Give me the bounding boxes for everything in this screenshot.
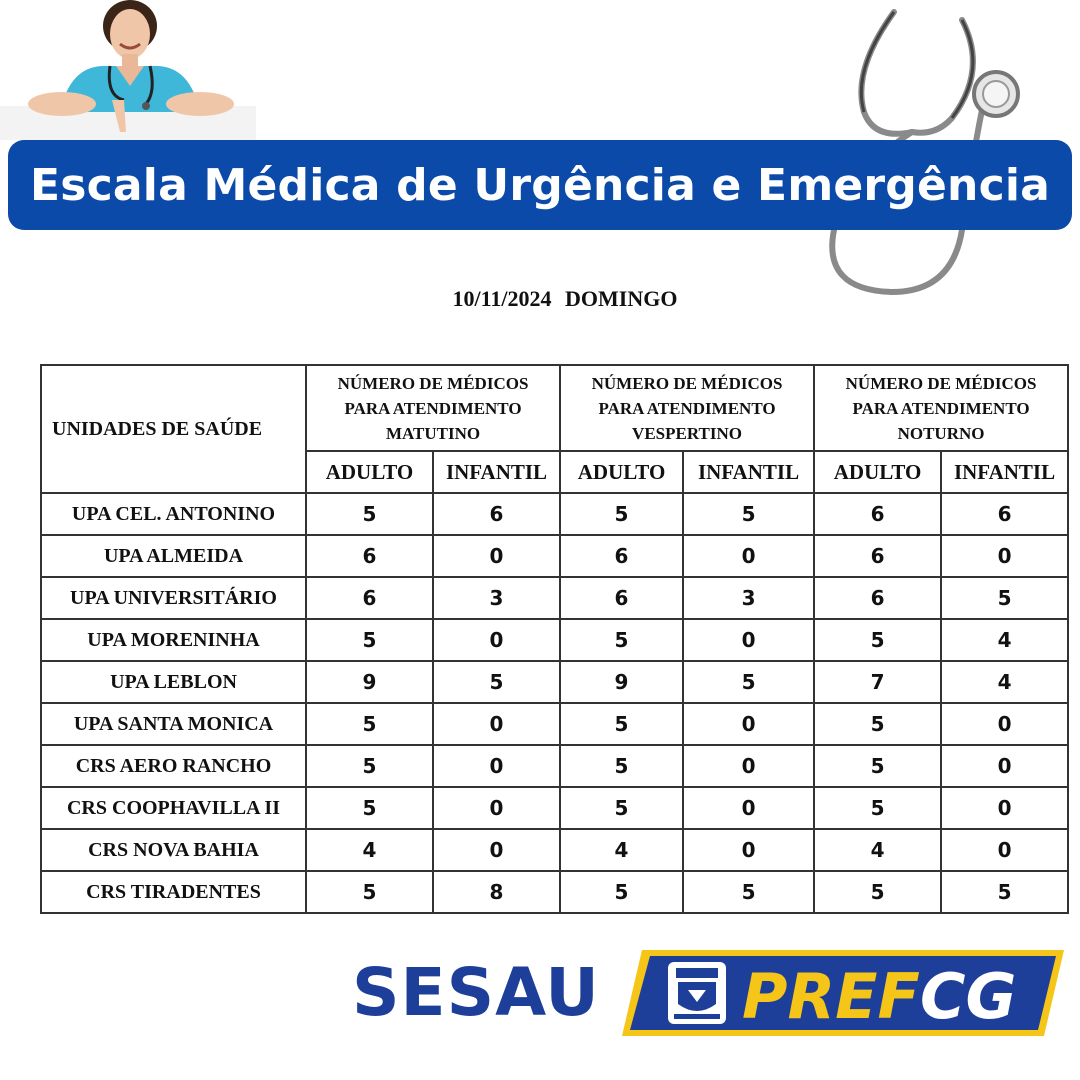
group-header-line: PARA ATENDIMENTO — [852, 398, 1030, 418]
cell-value: 6 — [560, 577, 683, 619]
table-row — [41, 745, 1068, 787]
cell-value: 0 — [683, 745, 814, 787]
cell-value: 6 — [941, 493, 1068, 535]
cell-value: 5 — [683, 493, 814, 535]
group-header-afternoon — [560, 365, 814, 451]
group-header-line: NÚMERO DE MÉDICOS — [845, 373, 1037, 393]
cell-value: 5 — [560, 871, 683, 913]
cell-value: 0 — [433, 703, 560, 745]
table-row — [41, 535, 1068, 577]
cell-value: 5 — [306, 619, 433, 661]
unit-name: CRS AERO RANCHO — [41, 745, 306, 787]
table-row — [41, 577, 1068, 619]
cell-value: 0 — [683, 787, 814, 829]
group-header-line: NÚMERO DE MÉDICOS — [337, 373, 529, 393]
prefcg-logo-pref: PREF — [742, 960, 920, 1033]
doctor-schedule-table — [40, 364, 1069, 914]
cell-value: 5 — [306, 787, 433, 829]
unit-name: UPA CEL. ANTONINO — [41, 493, 306, 535]
cell-value: 5 — [306, 493, 433, 535]
table-row — [41, 787, 1068, 829]
cell-value: 0 — [433, 619, 560, 661]
sub-header-adult: ADULTO — [814, 451, 941, 493]
cell-value: 7 — [814, 661, 941, 703]
cell-value: 6 — [814, 493, 941, 535]
cell-value: 5 — [560, 745, 683, 787]
cell-value: 4 — [941, 619, 1068, 661]
cell-value: 0 — [683, 703, 814, 745]
group-header-line: MATUTINO — [385, 423, 481, 443]
cell-value: 9 — [560, 661, 683, 703]
city-coat-of-arms-icon — [668, 962, 726, 1024]
cell-value: 5 — [560, 703, 683, 745]
cell-value: 5 — [560, 493, 683, 535]
cell-value: 0 — [683, 829, 814, 871]
cell-value: 5 — [433, 661, 560, 703]
cell-value: 6 — [560, 535, 683, 577]
unit-name: UPA SANTA MONICA — [41, 703, 306, 745]
cell-value: 5 — [941, 577, 1068, 619]
unit-name: CRS NOVA BAHIA — [41, 829, 306, 871]
cell-value: 0 — [941, 535, 1068, 577]
cell-value: 5 — [814, 703, 941, 745]
prefcg-logo — [620, 946, 1066, 1040]
sub-header-adult: ADULTO — [560, 451, 683, 493]
group-header-line: PARA ATENDIMENTO — [344, 398, 522, 418]
cell-value: 5 — [814, 871, 941, 913]
title-banner — [8, 140, 1072, 230]
sub-header-child: INFANTIL — [433, 451, 560, 493]
unit-name: CRS COOPHAVILLA II — [41, 787, 306, 829]
cell-value: 0 — [433, 787, 560, 829]
weekday: DOMINGO — [565, 286, 678, 311]
cell-value: 3 — [433, 577, 560, 619]
cell-value: 5 — [306, 871, 433, 913]
cell-value: 6 — [814, 535, 941, 577]
prefcg-logo-cg: CG — [920, 960, 1017, 1033]
cell-value: 0 — [683, 535, 814, 577]
group-header-line: NÚMERO DE MÉDICOS — [591, 373, 783, 393]
cell-value: 0 — [433, 535, 560, 577]
cell-value: 9 — [306, 661, 433, 703]
table-row — [41, 829, 1068, 871]
cell-value: 0 — [433, 745, 560, 787]
group-header-morning — [306, 365, 560, 451]
sesau-logo: SESAU — [352, 954, 600, 1031]
cell-value: 6 — [306, 535, 433, 577]
cell-value: 5 — [814, 745, 941, 787]
nurse-illustration — [0, 0, 260, 140]
unit-name: UPA MORENINHA — [41, 619, 306, 661]
table-row — [41, 619, 1068, 661]
sub-header-child: INFANTIL — [683, 451, 814, 493]
group-header-line: NOTURNO — [897, 423, 985, 443]
cell-value: 4 — [306, 829, 433, 871]
unit-name: UPA ALMEIDA — [41, 535, 306, 577]
date-value: 10/11/2024 — [452, 286, 552, 311]
cell-value: 0 — [941, 787, 1068, 829]
cell-value: 6 — [433, 493, 560, 535]
cell-value: 3 — [683, 577, 814, 619]
cell-value: 4 — [814, 829, 941, 871]
cell-value: 5 — [814, 787, 941, 829]
cell-value: 5 — [306, 745, 433, 787]
schedule-date — [0, 286, 1080, 312]
sub-header-child: INFANTIL — [941, 451, 1068, 493]
cell-value: 0 — [941, 703, 1068, 745]
cell-value: 5 — [560, 619, 683, 661]
table-row — [41, 703, 1068, 745]
cell-value: 5 — [814, 619, 941, 661]
unit-name: UPA LEBLON — [41, 661, 306, 703]
cell-value: 5 — [941, 871, 1068, 913]
cell-value: 5 — [683, 661, 814, 703]
cell-value: 4 — [941, 661, 1068, 703]
cell-value: 0 — [683, 619, 814, 661]
unit-name: CRS TIRADENTES — [41, 871, 306, 913]
cell-value: 6 — [306, 577, 433, 619]
group-header-line: PARA ATENDIMENTO — [598, 398, 776, 418]
group-header-line: VESPERTINO — [632, 423, 742, 443]
cell-value: 5 — [683, 871, 814, 913]
cell-value: 4 — [560, 829, 683, 871]
sub-header-adult: ADULTO — [306, 451, 433, 493]
cell-value: 5 — [560, 787, 683, 829]
unit-column-header: UNIDADES DE SAÚDE — [41, 365, 306, 493]
cell-value: 5 — [306, 703, 433, 745]
cell-value: 0 — [941, 745, 1068, 787]
page-title: Escala Médica de Urgência e Emergência — [29, 159, 1051, 211]
table-row — [41, 661, 1068, 703]
unit-name: UPA UNIVERSITÁRIO — [41, 577, 306, 619]
cell-value: 0 — [941, 829, 1068, 871]
group-header-night — [814, 365, 1068, 451]
table-row — [41, 493, 1068, 535]
cell-value: 8 — [433, 871, 560, 913]
cell-value: 0 — [433, 829, 560, 871]
table-row — [41, 871, 1068, 913]
cell-value: 6 — [814, 577, 941, 619]
